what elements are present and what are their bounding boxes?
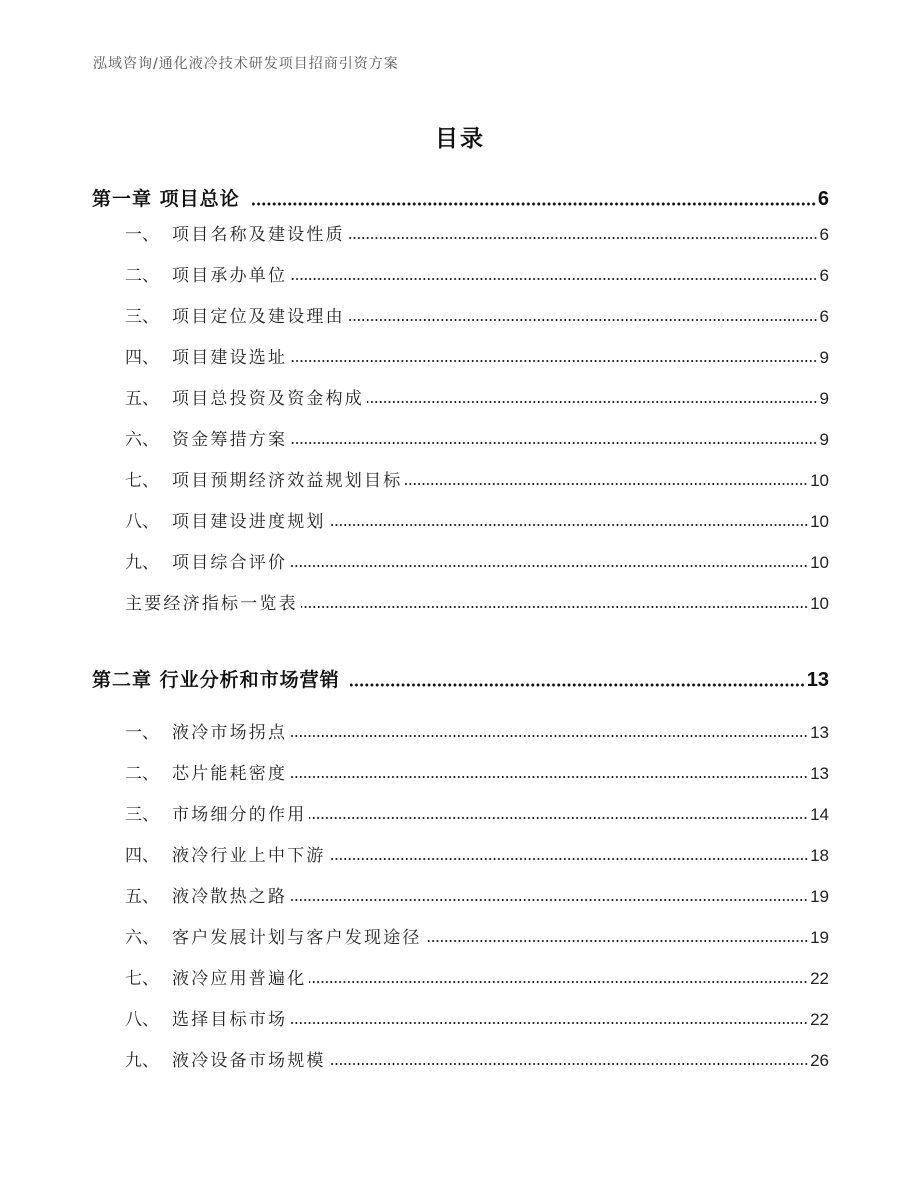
toc-section-label [125, 384, 364, 409]
dot-leader [425, 939, 808, 943]
toc-section-title: 项目建设进度规划 [172, 512, 326, 532]
toc-section-title: 资金筹措方案 [172, 430, 288, 450]
toc-section-entry[interactable] [125, 759, 829, 784]
toc-page-number: 9 [819, 348, 829, 367]
toc-section-title: 选择目标市场 [172, 1010, 288, 1030]
toc-section-label [125, 1046, 326, 1071]
toc-page-number: 26 [810, 1051, 829, 1070]
toc-section-title: 主要经济指标一览表 [125, 594, 298, 614]
dot-leader [309, 816, 808, 820]
toc-page-number: 6 [819, 266, 829, 285]
toc-section-title: 液冷散热之路 [172, 887, 288, 907]
toc-page-number: 6 [817, 188, 829, 210]
toc-section-entry[interactable] [125, 302, 829, 327]
toc-chapter-entry[interactable] [92, 665, 829, 692]
dot-leader [329, 1062, 808, 1066]
toc-section-entry[interactable] [125, 1005, 829, 1030]
toc-section-label [125, 302, 345, 327]
toc-section-number: 九、 [125, 1051, 159, 1071]
dot-leader [290, 564, 808, 568]
dot-leader [329, 857, 808, 861]
toc-section-label [125, 1005, 287, 1030]
toc-page-number: 10 [810, 471, 829, 490]
toc-page-number: 6 [819, 307, 829, 326]
dot-leader [309, 980, 808, 984]
toc-section-label [125, 548, 287, 573]
toc-section-title: 芯片能耗密度 [172, 764, 288, 784]
toc-page-number: 19 [810, 928, 829, 947]
toc-page-number: 9 [819, 430, 829, 449]
toc-section-label [125, 589, 298, 614]
toc-page-number: 18 [810, 846, 829, 865]
toc-section-label [125, 759, 287, 784]
toc-title: 目录 [435, 126, 485, 152]
toc-section-title: 项目预期经济效益规划目标 [172, 471, 403, 491]
toc-page-number: 10 [810, 512, 829, 531]
toc-section-label [125, 425, 287, 450]
toc-section-title: 液冷市场拐点 [172, 723, 288, 743]
dot-leader [290, 775, 808, 779]
toc-section-entry[interactable] [125, 261, 829, 286]
toc-section-title: 项目综合评价 [172, 553, 288, 573]
toc-section-number: 二、 [125, 764, 159, 784]
toc-section-entry[interactable] [125, 343, 829, 368]
toc-section-number: 五、 [125, 887, 159, 907]
running-header: 泓域咨询/通化液冷技术研发项目招商引资方案 [93, 56, 399, 72]
dot-leader [290, 734, 808, 738]
dot-leader [290, 441, 817, 445]
toc-page-number: 13 [810, 764, 829, 783]
toc-section-number: 八、 [125, 512, 159, 532]
toc-page-number: 14 [810, 805, 829, 824]
toc-chapter-label: 第一章 项目总论 [92, 188, 240, 210]
dot-leader [329, 523, 808, 527]
toc-section-entry[interactable] [125, 384, 829, 409]
toc-section-number: 七、 [125, 471, 159, 491]
dot-leader [290, 898, 808, 902]
toc-section-label [125, 261, 287, 286]
toc-section-label [125, 841, 326, 866]
toc-page-number: 10 [810, 594, 829, 613]
toc-section-label [125, 923, 422, 948]
toc-section-entry[interactable] [125, 589, 829, 614]
toc-section-title: 项目总投资及资金构成 [172, 389, 364, 409]
toc-section-title: 项目建设选址 [172, 348, 288, 368]
toc-section-entry[interactable] [125, 882, 829, 907]
toc-section-title: 液冷行业上中下游 [172, 846, 326, 866]
toc-section-number: 五、 [125, 389, 159, 409]
toc-page-number: 10 [810, 553, 829, 572]
toc-section-entry[interactable] [125, 841, 829, 866]
toc-section-title: 项目名称及建设性质 [172, 225, 345, 245]
toc-section-label [125, 718, 287, 743]
toc-page-number: 13 [810, 723, 829, 742]
toc-section-entry[interactable] [125, 548, 829, 573]
toc-page-number: 22 [810, 969, 829, 988]
dot-leader [348, 236, 818, 240]
toc-section-number: 六、 [125, 430, 159, 450]
toc-section-number: 四、 [125, 846, 159, 866]
toc-section-title: 项目承办单位 [172, 266, 288, 286]
toc-section-entry[interactable] [125, 466, 829, 491]
toc-section-label [125, 220, 345, 245]
toc-section-entry[interactable] [125, 1046, 829, 1071]
toc-section-entry[interactable] [125, 964, 829, 989]
dot-leader [290, 359, 817, 363]
toc-section-label [125, 964, 306, 989]
toc-section-number: 一、 [125, 225, 159, 245]
toc-section-title: 项目定位及建设理由 [172, 307, 345, 327]
dot-leader [350, 683, 805, 687]
toc-section-entry[interactable] [125, 507, 829, 532]
toc-section-number: 一、 [125, 723, 159, 743]
toc-section-number: 八、 [125, 1010, 159, 1030]
toc-section-entry[interactable] [125, 800, 829, 825]
toc-section-entry[interactable] [125, 923, 829, 948]
dot-leader [301, 605, 808, 609]
toc-section-entry[interactable] [125, 425, 829, 450]
dot-leader [250, 202, 816, 206]
toc-page-number: 22 [810, 1010, 829, 1029]
toc-chapter-label: 第二章 行业分析和市场营销 [92, 669, 340, 691]
toc-section-label [125, 507, 326, 532]
toc-section-number: 六、 [125, 928, 159, 948]
dot-leader [367, 400, 818, 404]
toc-section-number: 三、 [125, 805, 159, 825]
toc-section-title: 液冷设备市场规模 [172, 1051, 326, 1071]
toc-section-label [125, 466, 402, 491]
toc-section-label [125, 882, 287, 907]
toc-section-label [125, 343, 287, 368]
toc-section-title: 客户发展计划与客户发现途径 [172, 928, 422, 948]
toc-section-entry[interactable] [125, 718, 829, 743]
toc-section-entry[interactable] [125, 220, 829, 245]
toc-section-title: 市场细分的作用 [172, 805, 307, 825]
dot-leader [290, 277, 817, 281]
toc-section-number: 九、 [125, 553, 159, 573]
toc-page-number: 13 [806, 669, 829, 691]
toc-chapter-entry[interactable] [92, 184, 829, 211]
toc-page-number: 6 [819, 225, 829, 244]
dot-leader [290, 1021, 808, 1025]
toc-section-number: 二、 [125, 266, 159, 286]
toc-section-number: 四、 [125, 348, 159, 368]
dot-leader [348, 318, 818, 322]
toc-section-number: 七、 [125, 969, 159, 989]
dot-leader [405, 482, 808, 486]
toc-page-number: 9 [819, 389, 829, 408]
toc-section-label [125, 800, 306, 825]
toc-page-number: 19 [810, 887, 829, 906]
toc-section-number: 三、 [125, 307, 159, 327]
toc-section-title: 液冷应用普遍化 [172, 969, 307, 989]
